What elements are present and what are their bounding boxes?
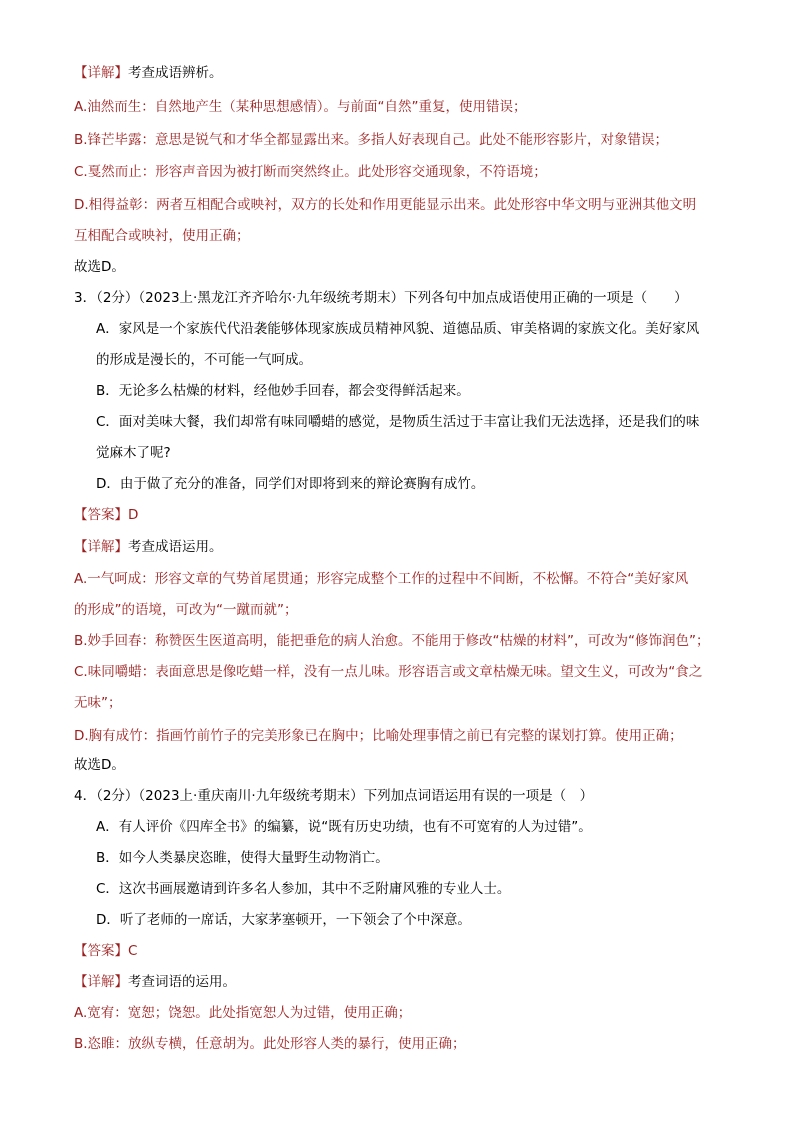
answer-line bbox=[74, 506, 734, 524]
explanation-line: 无味”； bbox=[74, 695, 122, 711]
answer-value: D bbox=[128, 507, 139, 523]
explanation-line: A.油然而生：自然地产生（某种思想感情）。与前面“自然”重复，使用错误； bbox=[74, 99, 527, 115]
conclusion-line: 故选D。 bbox=[74, 259, 125, 275]
detail-tag: 【详解】 bbox=[74, 974, 128, 990]
detail-text: 考查成语运用。 bbox=[128, 539, 223, 555]
explanation-line: C.味同嚼蜡：表面意思是像吃蜡一样，没有一点儿味。形容语言或文章枯燥无味。望文生义，可改为“食之 bbox=[74, 664, 703, 680]
option-line: A．家风是一个家族代代沿袭能够体现家族成员精神风貌、道德品质、审美格调的家族文化。美好家风 bbox=[96, 321, 700, 337]
option-line: 觉麻木了呢? bbox=[96, 445, 171, 461]
answer-tag: 【答案】 bbox=[74, 943, 128, 959]
explanation-line: A.宽宥：宽恕；饶恕。此处指宽恕人为过错，使用正确； bbox=[74, 1005, 412, 1021]
explanation-line: D.相得益彰：两者互相配合或映衬，双方的长处和作用更能显示出来。此处形容中华文明与亚洲其他文明 bbox=[74, 197, 697, 213]
option-line: B．无论多么枯燥的材料，经他妙手回春，都会变得鲜活起来。 bbox=[96, 383, 470, 399]
explanation-line: C.戛然而止：形容声音因为被打断而突然终止。此处形容交通现象，不符语境； bbox=[74, 164, 547, 180]
detail-line bbox=[74, 538, 734, 556]
detail-tag: 【详解】 bbox=[74, 65, 128, 81]
explanation-line: B.恣睢：放纵专横，任意胡为。此处形容人类的暴行，使用正确； bbox=[74, 1036, 466, 1052]
detail-line bbox=[74, 973, 734, 991]
answer-tag: 【答案】 bbox=[74, 507, 128, 523]
explanation-line: D.胸有成竹：指画竹前竹子的完美形象已在胸中；比喻处理事情之前已有完整的谋划打算。使用正确； bbox=[74, 728, 683, 744]
question-stem: 4．（2分）（2023上·重庆南川·九年级统考期末）下列加点词语运用有误的一项是（ ） bbox=[74, 788, 594, 804]
option-line: D．由于做了充分的准备，同学们对即将到来的辩论赛胸有成竹。 bbox=[96, 476, 485, 492]
explanation-line: B.妙手回春：称赞医生医道高明，能把垂危的病人治愈。不能用于修改“枯燥的材料”，可改为“修饰润色”； bbox=[74, 633, 710, 649]
explanation-line: A.一气呵成：形容文章的气势首尾贯通；形容完成整个工作的过程中不间断，不松懈。不符合“美好家风 bbox=[74, 571, 689, 587]
detail-tag: 【详解】 bbox=[74, 539, 128, 555]
explanation-line: 互相配合或映衬，使用正确； bbox=[74, 228, 250, 244]
option-line: D．听了老师的一席话，大家茅塞顿开，一下领会了个中深意。 bbox=[96, 912, 471, 928]
option-line: 的形成是漫长的，不可能一气呵成。 bbox=[96, 352, 312, 368]
detail-text: 考查成语辨析。 bbox=[128, 65, 223, 81]
explanation-line: 的形成”的语境，可改为“一蹴而就”； bbox=[74, 602, 298, 618]
answer-line bbox=[74, 942, 734, 960]
question-stem: 3．（2分）（2023上·黑龙江齐齐哈尔·九年级统考期末）下列各句中加点成语使用正确的一项是（ ） bbox=[74, 290, 688, 306]
option-line: B．如今人类暴戾恣睢，使得大量野生动物消亡。 bbox=[96, 850, 389, 866]
conclusion-line: 故选D。 bbox=[74, 757, 125, 773]
option-line: C．面对美味大餐，我们却常有味同嚼蜡的感觉，是物质生活过于丰富让我们无法选择，还是我们的味 bbox=[96, 414, 700, 430]
option-line: A．有人评价《四库全书》的编纂，说“既有历史功绩，也有不可宽宥的人为过错”。 bbox=[96, 819, 592, 835]
option-line: C．这次书画展邀请到许多名人参加，其中不乏附庸风雅的专业人士。 bbox=[96, 881, 511, 897]
detail-line bbox=[74, 64, 734, 82]
detail-text: 考查词语的运用。 bbox=[128, 974, 236, 990]
answer-value: C bbox=[128, 943, 138, 959]
explanation-line: B.锋芒毕露：意思是锐气和才华全都显露出来。多指人好表现自己。此处不能形容影片，对象错误； bbox=[74, 132, 669, 148]
